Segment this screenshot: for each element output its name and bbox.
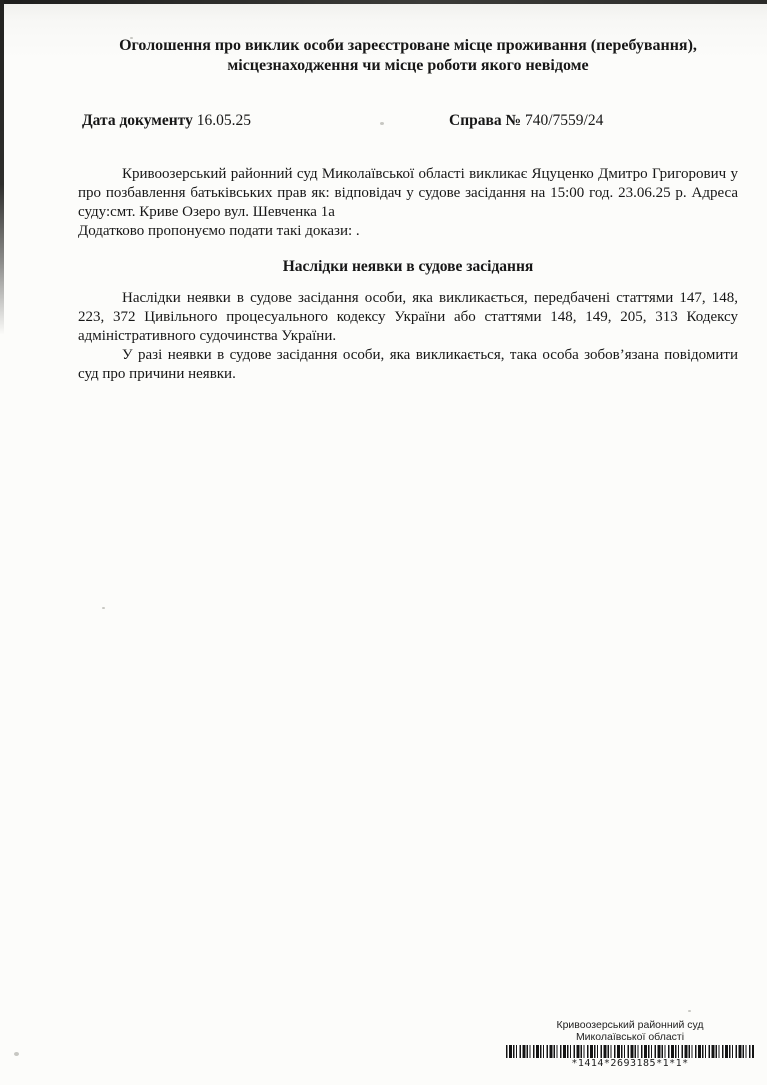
- barcode: [506, 1045, 754, 1058]
- document-title: [78, 36, 738, 76]
- scan-edge-top: [0, 0, 767, 4]
- court-name-line1: Кривоозерський районний суд: [556, 1019, 704, 1031]
- scan-speck: [14, 1052, 19, 1056]
- case-number-label: Справа №: [449, 112, 522, 129]
- document-content: [78, 36, 738, 384]
- document-meta-row: [78, 112, 738, 131]
- barcode-text: *1414*2693185*1*1*: [571, 1058, 689, 1069]
- case-number: [449, 112, 603, 130]
- section-heading-consequences: Наслідки неявки в судове засідання: [282, 258, 534, 275]
- scan-edge-left: [0, 0, 4, 335]
- summons-paragraph: Кривоозерський районний суд Миколаївської області викликає Яцуценко Дмитро Григорович у про позбавлення батьківських прав як: відповідач у судове засідання на 15:00 год. 23.06.25 р. Адреса суду:смт. Криве Озеро вул. Шевченка 1а: [78, 166, 738, 220]
- scan-speck: [688, 1010, 691, 1012]
- document-date: [82, 112, 251, 130]
- obligation-paragraph: У разі неявки в судове засідання особи, яка викликається, така особа зобов’язана повідомити суд про причини неявки.: [78, 347, 738, 382]
- document-date-label: Дата документу: [82, 112, 193, 129]
- court-stamp-block: [505, 1019, 755, 1070]
- scan-speck: [102, 607, 105, 609]
- case-number-value: 740/7559/24: [524, 112, 604, 129]
- document-title-line1: Оголошення про виклик особи зареєстроване місце проживання (перебування),: [119, 37, 697, 54]
- additional-evidence-line: Додатково пропонуємо подати такі докази: .: [78, 223, 360, 239]
- consequences-paragraph: Наслідки неявки в судове засідання особи, яка викликається, передбачені статтями 147, 148, 223, 372 Цивільного процесуального кодексу України або статтями 148, 149, 205, 313 Кодексу адміністративного судочинства України.: [78, 290, 738, 344]
- court-name-line2: Миколаївської області: [575, 1031, 685, 1043]
- document-date-value: 16.05.25: [196, 112, 251, 129]
- document-title-line2: місцезнаходження чи місце роботи якого невідоме: [227, 57, 589, 74]
